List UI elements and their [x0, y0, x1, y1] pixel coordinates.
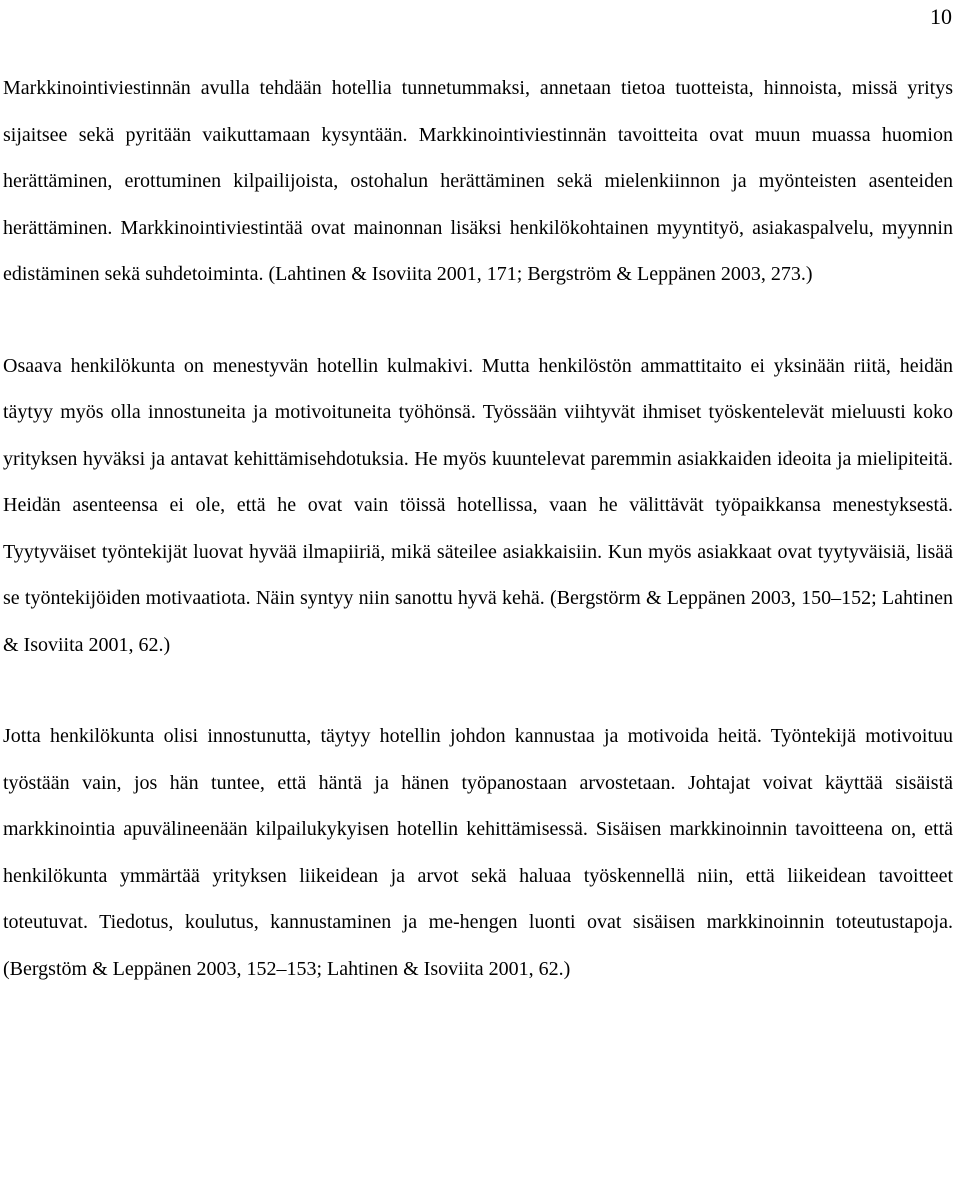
paragraph-staff-motivation: Osaava henkilökunta on menestyvän hotellin kulmakivi. Mutta henkilöstön ammattitaito ei yksinään riitä, heidän täytyy myös olla innostuneita ja motivoituneita työhönsä. Työssään viihtyvät ihmiset työskentelevät mieluusti koko yrityksen hyväksi ja antavat kehittämisehdotuksia. He myös kuuntelevat paremmin asiakkaiden ideoita ja mielipiteitä. Heidän asenteensa ei ole, että he ovat vain töissä hotellissa, vaan he välittävät työpaikkansa menestyksestä. Tyytyväiset työntekijät luovat hyvää ilmapiiriä, mikä säteilee asiakkaisiin. Kun myös asiakkaat ovat tyytyväisiä, lisää se työntekijöiden motivaatiota. Näin syntyy niin sanottu hyvä kehä. (Bergstörm & Leppänen 2003, 150–152; Lahtinen & Isoviita 2001, 62.): [3, 354, 953, 656]
page-number: 10: [930, 4, 952, 29]
paragraph-marketing-communication: Markkinointiviestinnän avulla tehdään hotellia tunnetummaksi, annetaan tietoa tuotteista, hinnoista, missä yritys sijaitsee sekä pyritään vaikuttamaan kysyntään. Markkinointiviestinnän tavoitteita ovat muun muassa huomion herättäminen, erottuminen kilpailijoista, ostohalun herättäminen sekä mielenkiinnon ja myönteisten asenteiden herättäminen. Markkinointiviestintää ovat mainonnan lisäksi henkilökohtainen myyntityö, asiakaspalvelu, myynnin edistäminen sekä suhdetoiminta. (Lahtinen & Isoviita 2001, 171; Bergström & Leppänen 2003, 273.): [3, 77, 953, 285]
paragraph-internal-marketing: Jotta henkilökunta olisi innostunutta, täytyy hotellin johdon kannustaa ja motivoida heitä. Työntekijä motivoituu työstään vain, jos hän tuntee, että häntä ja hänen työpanostaan arvostetaan. Johtajat voivat käyttää sisäistä markkinointia apuvälineenään kilpailukykyisen hotellin kehittämisessä. Sisäisen markkinoinnin tavoitteena on, että henkilökunta ymmärtää yrityksen liikeidean ja arvot sekä haluaa työskennellä niin, että liikeidean tavoitteet toteutuvat. Tiedotus, koulutus, kannustaminen ja me-hengen luonti ovat sisäisen markkinoinnin toteutustapoja. (Bergstöm & Leppänen 2003, 152–153; Lahtinen & Isoviita 2001, 62.): [3, 725, 953, 980]
document-body: [3, 65, 953, 992]
